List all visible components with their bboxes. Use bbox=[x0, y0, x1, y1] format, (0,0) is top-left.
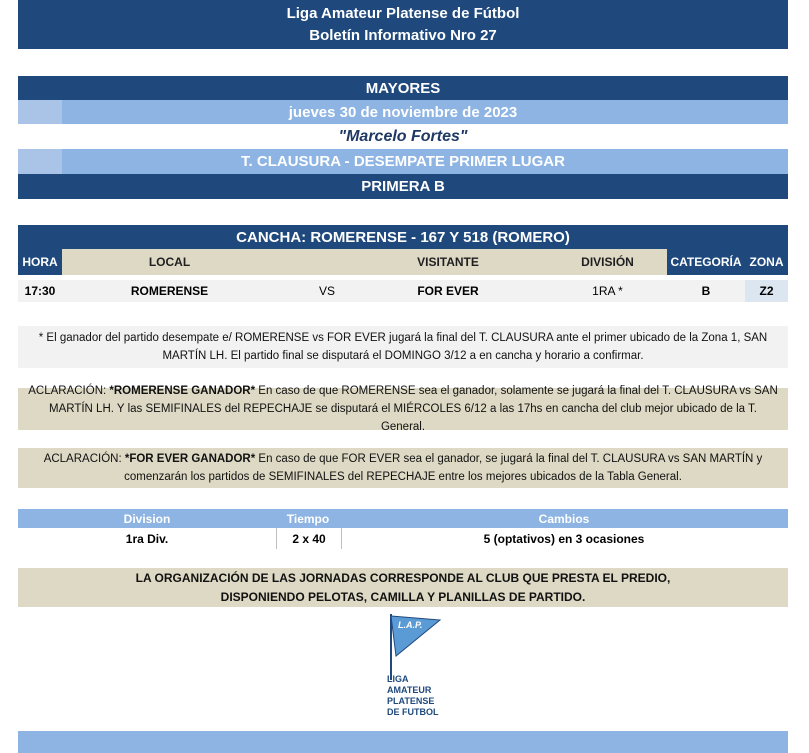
bulletin-number: Boletín Informativo Nro 27 bbox=[309, 26, 497, 44]
row-vs: VS bbox=[318, 284, 335, 298]
note-winner-line1: * El ganador del partido desempate e/ ROMERENSE vs FOR EVER jugará la final del T. CLAUSURA ante el primer ubicado de la Zona 1, SAN bbox=[38, 332, 768, 344]
rules-division: 1ra Div. bbox=[125, 531, 169, 546]
note-romerense-rest: En caso de que ROMERENSE sea el ganador, solamente se jugará la final del T. CLAUSURA vs SAN bbox=[255, 385, 778, 397]
logo-line1: LIGA bbox=[387, 674, 409, 684]
venue-title: CANCHA: ROMERENSE - 167 Y 518 (ROMERO) bbox=[236, 228, 570, 246]
category-title: MAYORES bbox=[365, 79, 441, 97]
tournament-bar-accent bbox=[18, 149, 62, 174]
header-hora: HORA bbox=[18, 249, 62, 275]
category-bar bbox=[18, 76, 788, 100]
header-division: DIVISIÓN bbox=[581, 255, 634, 269]
note-romerense-prefix: ACLARACIÓN: bbox=[28, 385, 110, 397]
row-division: 1RA * bbox=[592, 284, 623, 298]
honoree-bar bbox=[18, 124, 788, 149]
row-local: ROMERENSE bbox=[130, 284, 209, 298]
organization-note bbox=[18, 568, 788, 607]
tournament-title: T. CLAUSURA - DESEMPATE PRIMER LUGAR bbox=[241, 153, 565, 170]
row-zona: Z2 bbox=[745, 280, 788, 302]
note-forever-bold: *FOR EVER GANADOR* bbox=[124, 453, 256, 465]
rules-header-row bbox=[18, 509, 788, 528]
note-romerense-bold: *ROMERENSE GANADOR* bbox=[109, 385, 256, 397]
tournament-bar bbox=[18, 149, 788, 174]
rules-header-tiempo: Tiempo bbox=[286, 511, 330, 526]
date-bar bbox=[18, 100, 788, 124]
rules-tiempo: 2 x 40 bbox=[276, 528, 342, 549]
note-forever bbox=[18, 448, 788, 488]
league-name: Liga Amateur Platense de Fútbol bbox=[286, 4, 520, 22]
league-logo bbox=[360, 612, 450, 727]
footer-bar bbox=[18, 731, 788, 753]
organization-line2: DISPONIENDO PELOTAS, CAMILLA Y PLANILLAS DE PARTIDO. bbox=[220, 589, 586, 604]
division-title: PRIMERA B bbox=[361, 178, 445, 195]
note-romerense bbox=[18, 385, 788, 433]
note-forever-rest: En caso de que FOR EVER sea el ganador, se jugará la final del T. CLAUSURA vs SAN MARTÍN y bbox=[255, 453, 763, 465]
rules-header-cambios: Cambios bbox=[538, 511, 590, 526]
match-date: jueves 30 de noviembre de 2023 bbox=[288, 103, 518, 121]
header-categoria: CATEGORÍA bbox=[667, 249, 745, 275]
rules-header-division: Division bbox=[123, 511, 171, 526]
honoree-name: "Marcelo Fortes" bbox=[338, 127, 468, 145]
header-visitante: VISITANTE bbox=[417, 255, 479, 269]
rules-cambios: 5 (optativos) en 3 ocasiones bbox=[483, 531, 645, 546]
date-bar-accent bbox=[18, 100, 62, 124]
flag-text: L.A.P. bbox=[398, 620, 423, 630]
note-forever-prefix: ACLARACIÓN: bbox=[43, 453, 125, 465]
logo-text bbox=[387, 674, 439, 718]
note-winner-line2: MARTÍN LH. El partido final se disputará el DOMINGO 3/12 a en cancha y horario a confirmar. bbox=[162, 350, 644, 362]
logo-line4: DE FUTBOL bbox=[387, 707, 439, 717]
fixture-row bbox=[18, 280, 788, 302]
note-forever-line1 bbox=[44, 450, 763, 468]
note-winner bbox=[18, 326, 788, 368]
header-local: LOCAL bbox=[148, 255, 191, 269]
logo-line2: AMATEUR bbox=[387, 685, 432, 695]
division-bar bbox=[18, 174, 788, 199]
row-hora: 17:30 bbox=[24, 284, 56, 298]
bulletin-header bbox=[18, 0, 788, 49]
header-zona: ZONA bbox=[745, 249, 788, 275]
note-forever-line2: comenzarán los partidos de SEMIFINALES del REPECHAJE entre los mejores ubicados de la Tabla General. bbox=[124, 471, 682, 483]
note-romerense-line2: MARTÍN LH. Y las SEMIFINALES del REPECHAJE se disputará el MIÉRCOLES 6/12 a las 17hs en cancha del club mejor ubicado de la T. General. bbox=[48, 403, 757, 433]
logo-line3: PLATENSE bbox=[387, 696, 435, 706]
organization-line1: LA ORGANIZACIÓN DE LAS JORNADAS CORRESPONDE AL CLUB QUE PRESTA EL PREDIO, bbox=[135, 570, 671, 585]
row-categoria: B bbox=[701, 284, 711, 298]
note-romerense-line1 bbox=[28, 382, 778, 400]
rules-row bbox=[18, 528, 788, 549]
fixture-header-row bbox=[18, 249, 788, 275]
venue-bar bbox=[18, 225, 788, 249]
row-visitante: FOR EVER bbox=[417, 284, 479, 298]
